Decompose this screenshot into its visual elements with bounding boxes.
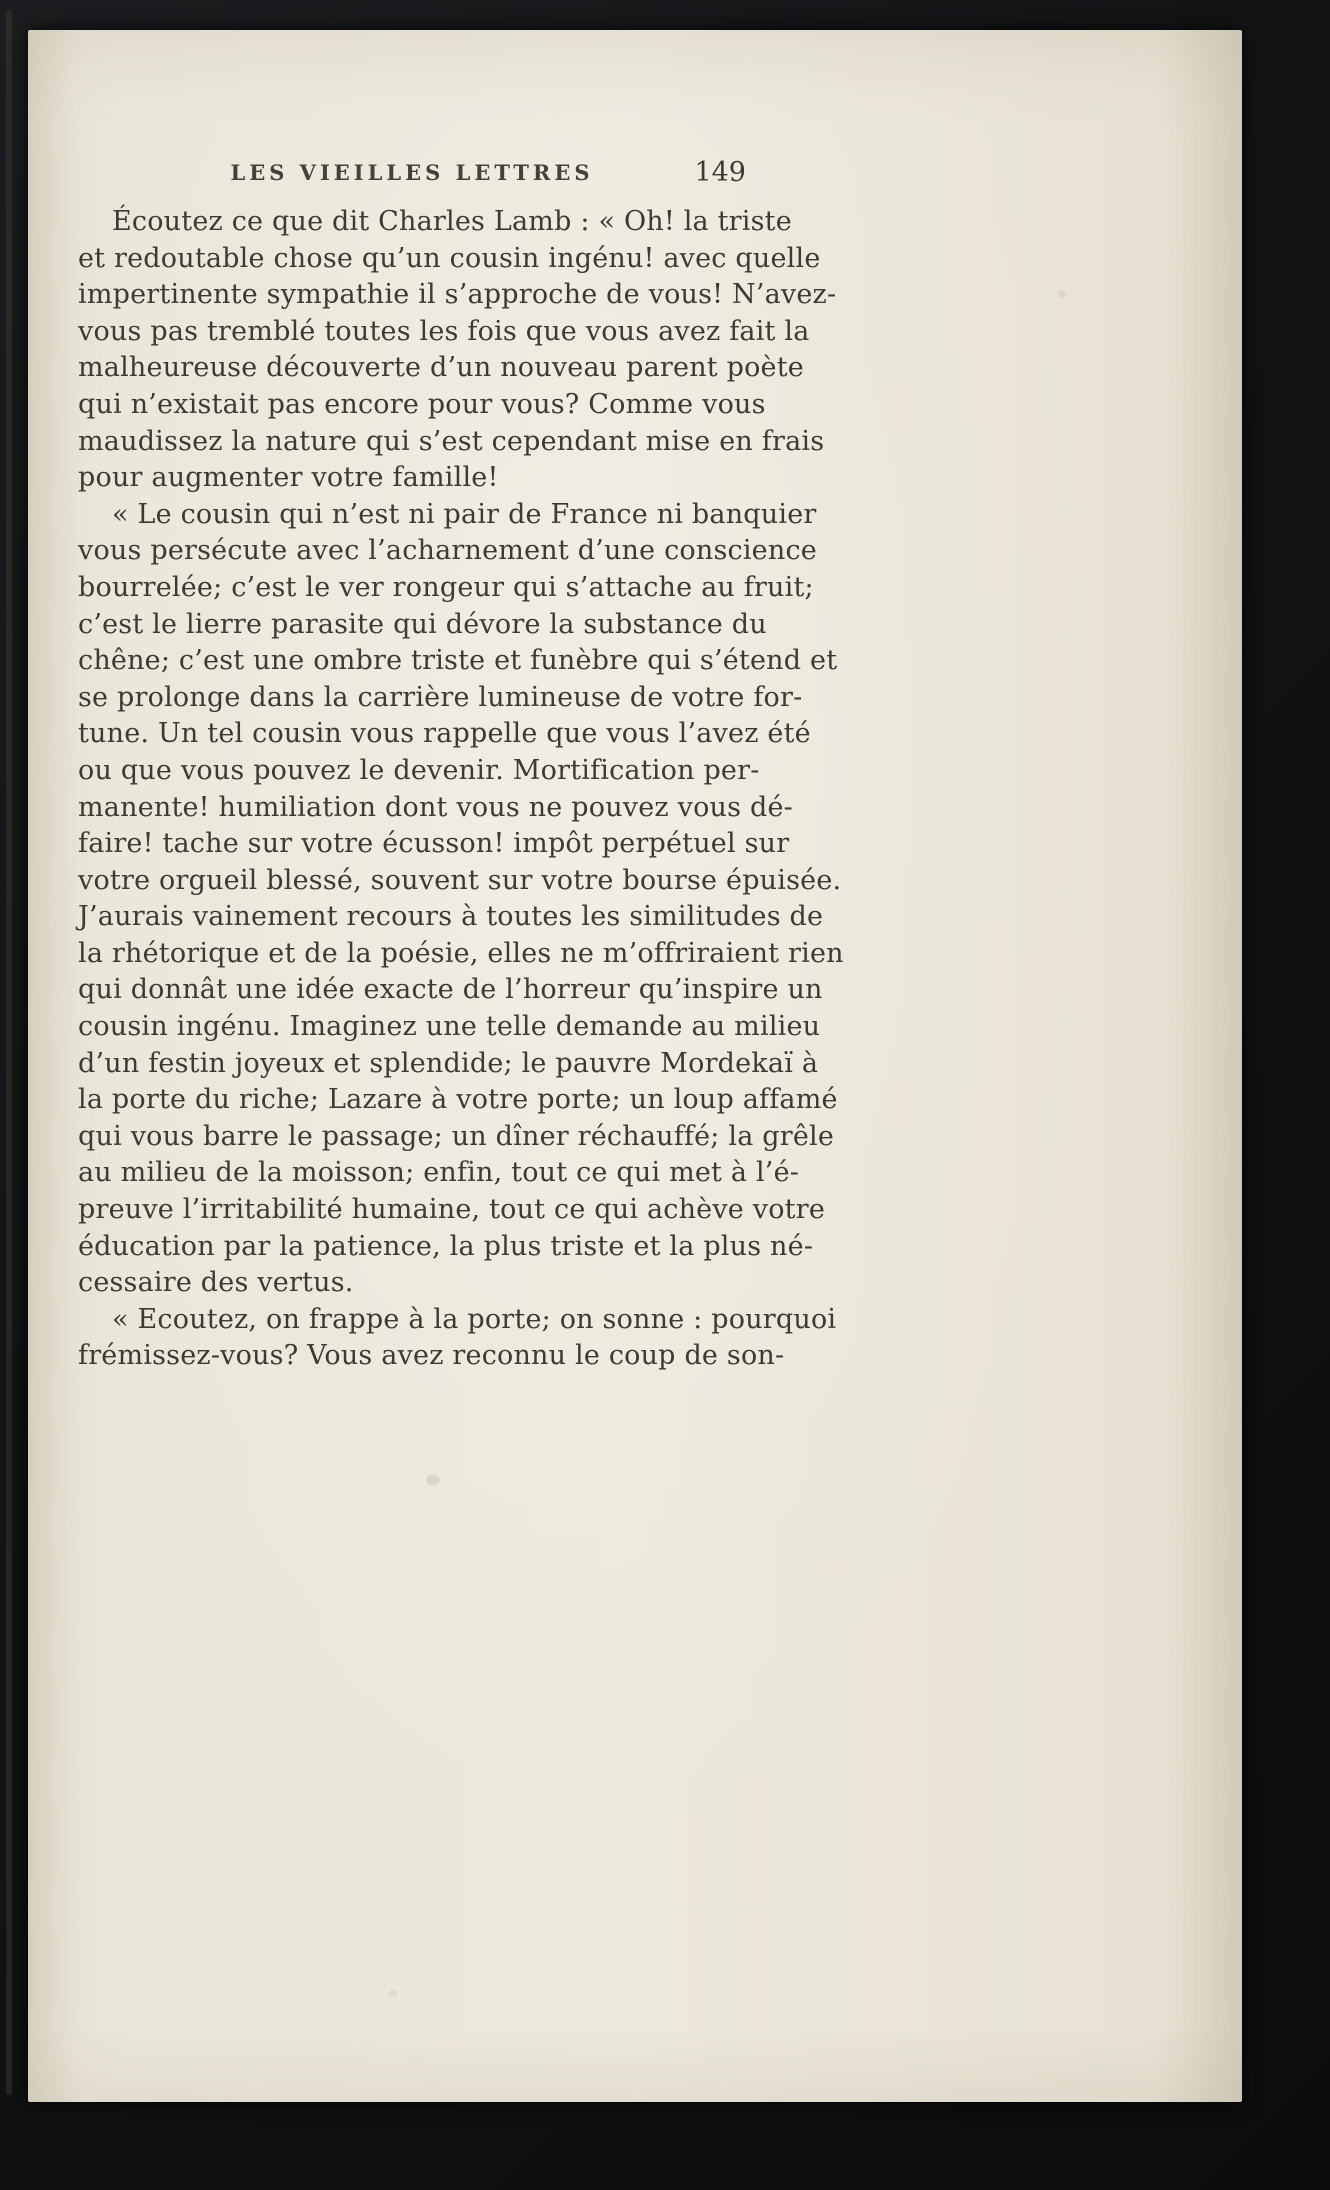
text-line: votre orgueil blessé, souvent sur votre bourse épuisée. — [78, 864, 842, 896]
text-line: pour augmenter votre famille! — [78, 462, 499, 494]
paragraph — [78, 1302, 837, 1375]
text-line: et redoutable chose qu’un cousin ingénu! avec quelle — [78, 242, 821, 274]
text-line: maudissez la nature qui s’est cependant mise en frais — [78, 425, 825, 457]
underlying-page-edge — [6, 10, 12, 2095]
text-line: qui vous barre le passage; un dîner réchauffé; la grêle — [78, 1120, 835, 1152]
text-line: la rhétorique et de la poésie, elles ne m’offriraient rien — [78, 937, 844, 969]
text-line: vous persécute avec l’acharnement d’une conscience — [78, 535, 817, 567]
text-line: se prolonge dans la carrière lumineuse de votre for- — [78, 681, 803, 713]
text-line: c’est le lierre parasite qui dévore la substance du — [78, 608, 767, 640]
paragraph — [78, 204, 837, 497]
text-line: J’aurais vainement recours à toutes les similitudes de — [78, 901, 824, 933]
book-page — [28, 30, 1242, 2102]
text-line: au milieu de la moisson; enfin, tout ce qui met à l’é- — [78, 1157, 800, 1189]
text-line: cousin ingénu. Imaginez une telle demande au milieu — [78, 1011, 821, 1043]
text-line: bourrelée; c’est le ver rongeur qui s’attache au fruit; — [78, 571, 814, 603]
text-line: la porte du riche; Lazare à votre porte; un loup affamé — [78, 1084, 838, 1116]
paper-stain — [1058, 290, 1066, 298]
text-line: qui n’existait pas encore pour vous? Comme vous — [78, 388, 766, 420]
page-header — [78, 157, 746, 190]
body-text — [78, 204, 844, 1375]
paragraph — [78, 497, 844, 1302]
paper-stain — [426, 1475, 440, 1485]
text-line: Écoutez ce que dit Charles Lamb : « Oh! la triste — [112, 206, 792, 237]
text-line: qui donnât une idée exacte de l’horreur qu’inspire un — [78, 974, 823, 1006]
page-number: 149 — [694, 157, 746, 188]
text-line: chêne; c’est une ombre triste et funèbre qui s’étend et — [78, 645, 838, 677]
text-line: ou que vous pouvez le devenir. Mortification per- — [78, 754, 760, 786]
text-line: manente! humiliation dont vous ne pouvez vous dé- — [78, 791, 793, 823]
text-line: tune. Un tel cousin vous rappelle que vous l’avez été — [78, 718, 811, 750]
text-line: malheureuse découverte d’un nouveau parent poète — [78, 352, 804, 384]
text-line: cessaire des vertus. — [78, 1267, 354, 1299]
paper-stain — [388, 1990, 398, 1997]
text-line: impertinente sympathie il s’approche de vous! N’avez- — [78, 279, 837, 311]
text-line: preuve l’irritabilité humaine, tout ce qui achève votre — [78, 1194, 826, 1226]
text-line: éducation par la patience, la plus triste et la plus né- — [78, 1230, 814, 1262]
text-line: d’un festin joyeux et splendide; le pauvre Mordekaï à — [78, 1047, 819, 1079]
running-head-title: LES VIEILLES LETTRES — [230, 160, 594, 185]
text-line: « Le cousin qui n’est ni pair de France ni banquier — [112, 498, 817, 530]
text-line: frémissez-vous? Vous avez reconnu le coup de son- — [78, 1340, 785, 1372]
text-line: faire! tache sur votre écusson! impôt perpétuel sur — [78, 828, 790, 860]
text-line: vous pas tremblé toutes les fois que vous avez fait la — [78, 315, 810, 347]
text-line: « Ecoutez, on frappe à la porte; on sonne : pourquoi — [112, 1303, 837, 1335]
